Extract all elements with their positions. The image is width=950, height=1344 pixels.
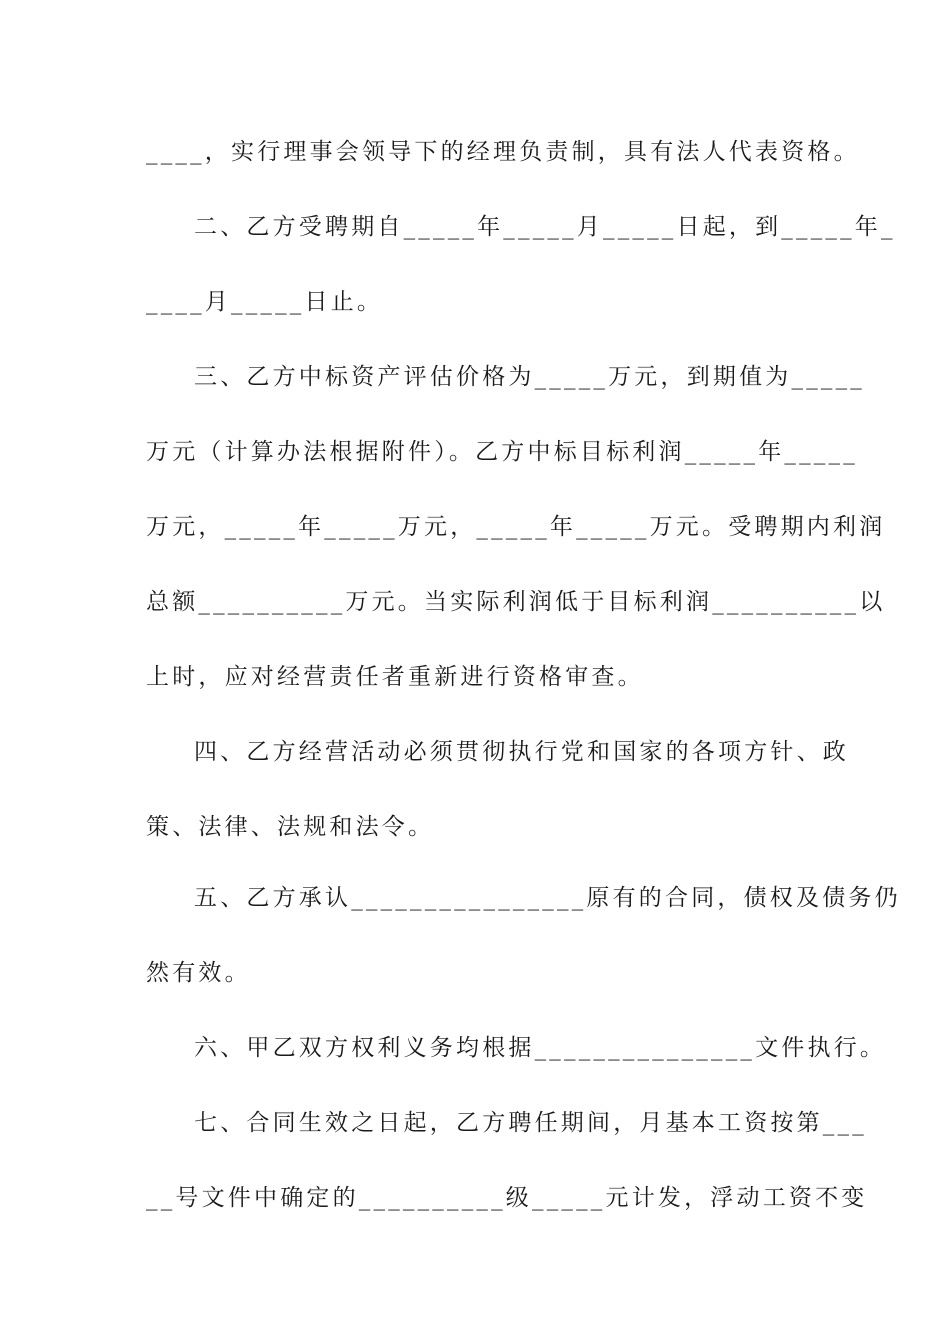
document-line-12: 然有效。: [146, 960, 251, 986]
document-line-4: 三、乙方中标资产评估价格为_____万元，到期值为_____: [194, 364, 865, 390]
document-line-14: 七、合同生效之日起，乙方聘任期间，月基本工资按第___: [194, 1110, 867, 1136]
document-line-15: __号文件中确定的__________级_____元计发，浮动工资不变: [146, 1185, 868, 1211]
document-line-9: 四、乙方经营活动必须贯彻执行党和国家的各项方针、政: [194, 739, 849, 765]
document-line-10: 策、法律、法规和法令。: [146, 814, 435, 840]
document-line-8: 上时，应对经营责任者重新进行资格审查。: [146, 664, 644, 690]
document-line-1: ____，实行理事会领导下的经理负责制，具有法人代表资格。: [146, 139, 860, 165]
document-line-13: 六、甲乙双方权利义务均根据_______________文件执行。: [194, 1035, 887, 1061]
document-line-7: 总额__________万元。当实际利润低于目标利润__________以: [146, 589, 886, 615]
document-line-6: 万元，_____年_____万元，_____年_____万元。受聘期内利润: [146, 514, 886, 540]
document-line-5: 万元（计算办法根据附件）。乙方中标目标利润_____年_____: [146, 439, 858, 465]
document-line-2: 二、乙方受聘期自_____年_____月_____日起，到_____年_: [194, 214, 896, 240]
document-line-3: ____月_____日止。: [146, 289, 384, 315]
document-line-11: 五、乙方承认________________原有的合同，债权及债务仍: [194, 885, 901, 911]
